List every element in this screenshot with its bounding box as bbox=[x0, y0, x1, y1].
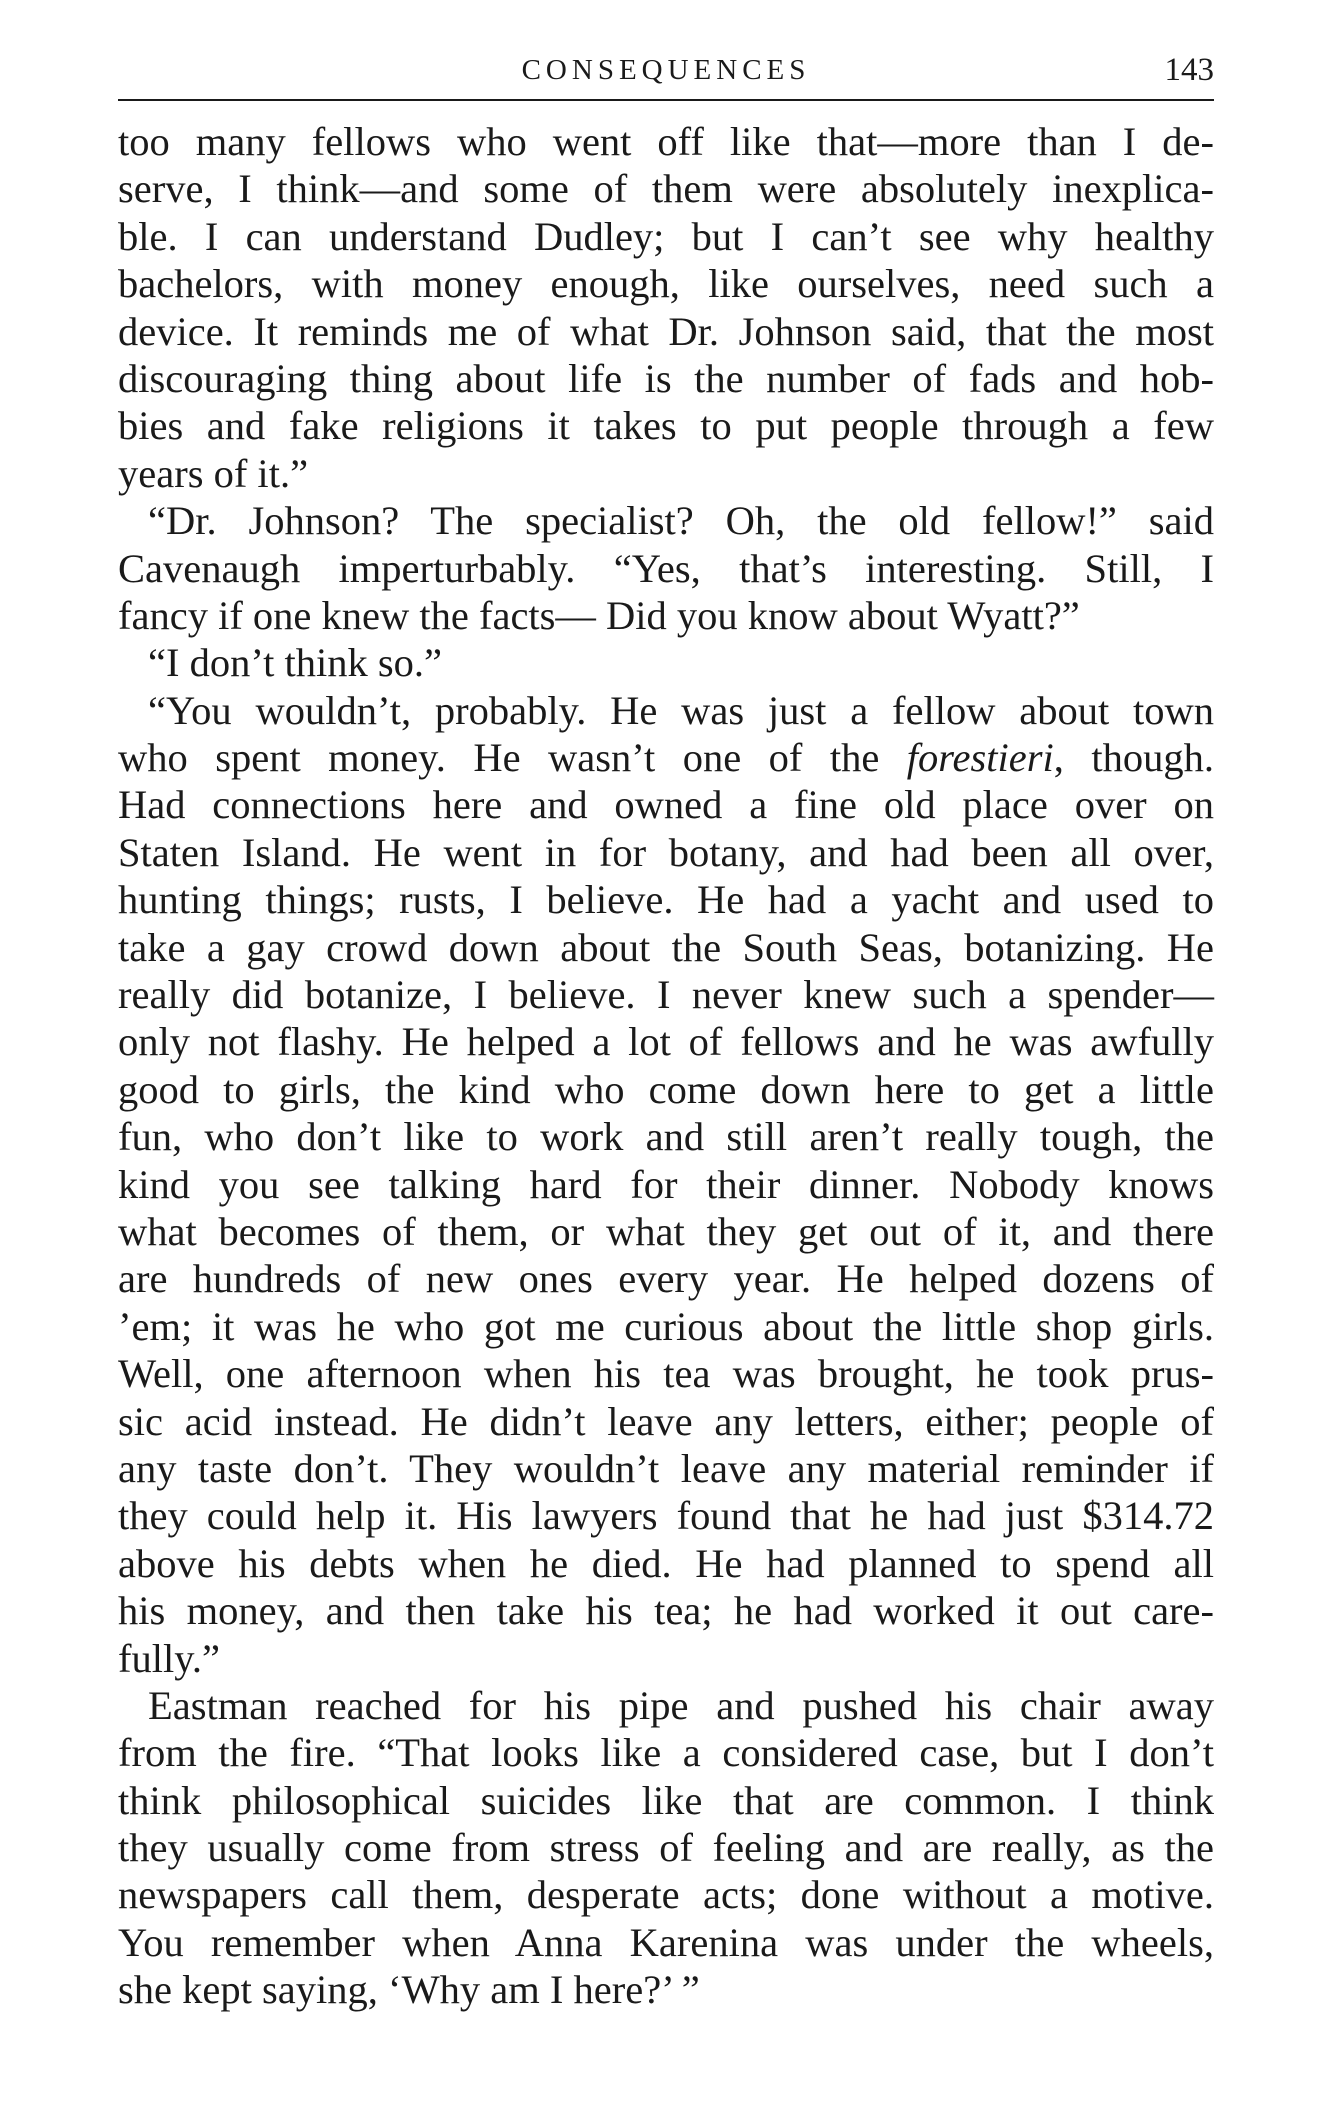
text-line: Eastman reached for his pipe and pushed his chair away bbox=[148, 1682, 1214, 1728]
text-line: they could help it. His lawyers found that he had just $314.72 bbox=[118, 1493, 1214, 1539]
text-line: from the fire. “That looks like a considered case, but I don’t bbox=[118, 1730, 1214, 1776]
text-line: fun, who don’t like to work and still aren’t really tough, the bbox=[118, 1114, 1214, 1160]
text-line: she kept saying, ‘Why am I here?’ ” bbox=[118, 1967, 700, 2013]
text-line: discouraging thing about life is the number of fads and hob- bbox=[118, 355, 1214, 401]
text-line: ’em; it was he who got me curious about the little shop girls. bbox=[118, 1303, 1214, 1349]
text-line: sic acid instead. He didn’t leave any letters, either; people of bbox=[118, 1398, 1214, 1444]
text-line: kind you see talking hard for their dinner. Nobody knows bbox=[118, 1161, 1214, 1207]
text-line: any taste don’t. They wouldn’t leave any material reminder if bbox=[118, 1445, 1214, 1491]
text-segment: , though. bbox=[1053, 735, 1214, 781]
body-text bbox=[118, 118, 1214, 2014]
paragraph bbox=[118, 687, 1214, 1682]
text-line: good to girls, the kind who come down here to get a little bbox=[118, 1066, 1214, 1112]
text-line: Well, one afternoon when his tea was brought, he took prus- bbox=[118, 1351, 1214, 1397]
text-line: only not flashy. He helped a lot of fellows and he was awfully bbox=[118, 1019, 1214, 1065]
text-line: years of it.” bbox=[118, 450, 309, 496]
text-line: what becomes of them, or what they get out of it, and there bbox=[118, 1208, 1214, 1254]
text-line: bachelors, with money enough, like ourselves, need such a bbox=[118, 261, 1214, 307]
text-line: are hundreds of new ones every year. He helped dozens of bbox=[118, 1256, 1214, 1302]
text-line: fully.” bbox=[118, 1635, 220, 1681]
text-line: really did botanize, I believe. I never knew such a spender— bbox=[118, 972, 1214, 1018]
text-line: serve, I think—and some of them were absolutely inexplica- bbox=[118, 166, 1214, 212]
text-line: You remember when Anna Karenina was under the wheels, bbox=[118, 1919, 1214, 1965]
header-rule bbox=[118, 99, 1214, 101]
paragraph bbox=[118, 1682, 1214, 2014]
text-line: Cavenaugh imperturbably. “Yes, that’s interesting. Still, I bbox=[118, 545, 1214, 591]
text-line: above his debts when he died. He had planned to spend all bbox=[118, 1540, 1214, 1586]
text-line: ble. I can understand Dudley; but I can’t see why healthy bbox=[118, 213, 1214, 259]
running-head bbox=[118, 46, 1214, 94]
paragraph bbox=[118, 639, 1214, 686]
text-line: “You wouldn’t, probably. He was just a fellow about town bbox=[148, 687, 1214, 733]
text-line: they usually come from stress of feeling and are really, as the bbox=[118, 1825, 1214, 1871]
paragraph bbox=[118, 497, 1214, 639]
text-line: fancy if one knew the facts— Did you know about Wyatt?” bbox=[118, 592, 1080, 638]
text-line: device. It reminds me of what Dr. Johnson said, that the most bbox=[118, 308, 1214, 354]
text-line: “Dr. Johnson? The specialist? Oh, the old fellow!” said bbox=[148, 498, 1214, 544]
text-line: take a gay crowd down about the South Seas, botanizing. He bbox=[118, 924, 1214, 970]
chapter-title: CONSEQUENCES bbox=[521, 54, 811, 86]
text-line: Staten Island. He went in for botany, and had been all over, bbox=[118, 829, 1214, 875]
text-line: his money, and then take his tea; he had worked it out care- bbox=[118, 1588, 1214, 1634]
text-line: newspapers call them, desperate acts; done without a motive. bbox=[118, 1872, 1214, 1918]
text-line: too many fellows who went off like that—more than I de- bbox=[118, 119, 1214, 164]
text-line: think philosophical suicides like that are common. I think bbox=[118, 1777, 1214, 1823]
paragraph bbox=[118, 118, 1214, 497]
text-line bbox=[118, 734, 1214, 781]
text-line: bies and fake religions it takes to put people through a few bbox=[118, 403, 1214, 449]
text-segment: who spent money. He wasn’t one of the bbox=[118, 735, 907, 781]
page-number: 143 bbox=[1164, 52, 1214, 88]
text-line: hunting things; rusts, I believe. He had a yacht and used to bbox=[118, 877, 1214, 923]
italic-word: forestieri bbox=[906, 735, 1054, 781]
text-line: Had connections here and owned a fine old place over on bbox=[118, 782, 1214, 828]
text-line: “I don’t think so.” bbox=[148, 640, 442, 686]
